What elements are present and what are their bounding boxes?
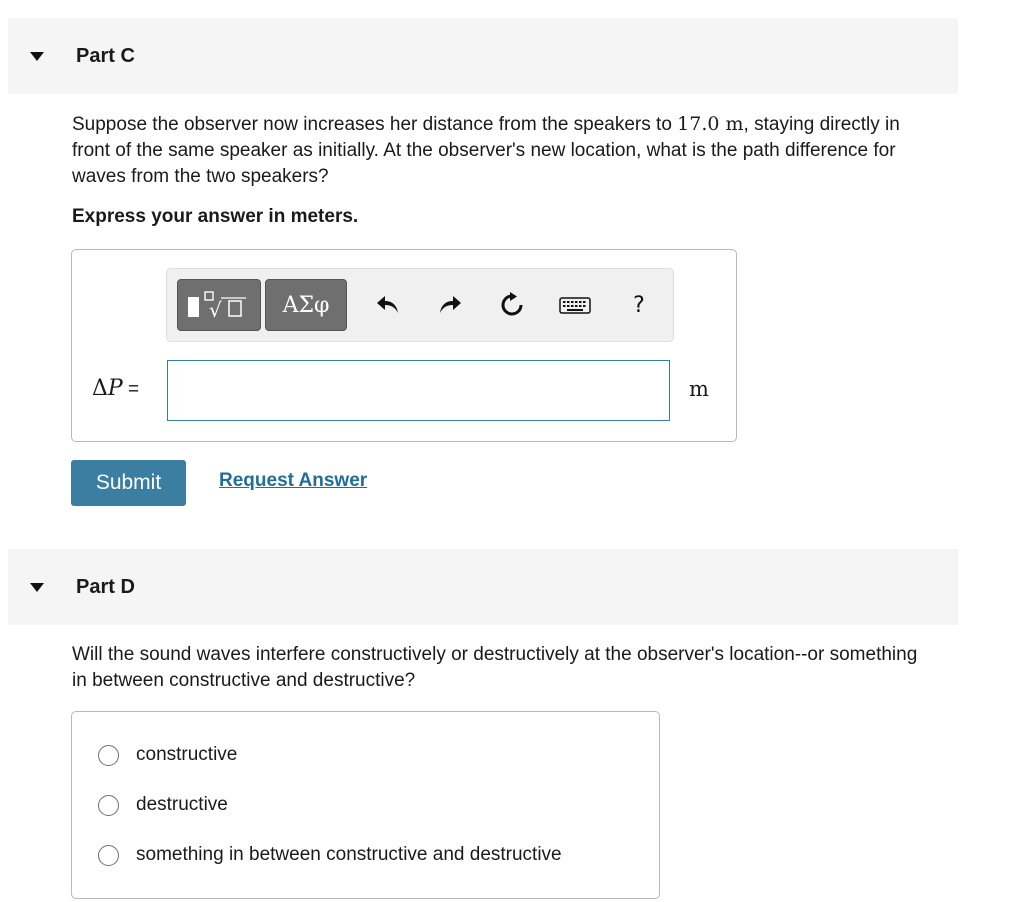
templates-button[interactable] [177, 279, 261, 331]
part-c-header[interactable] [8, 18, 958, 94]
part-d-prompt: Will the sound waves interfere constructively or destructively at the observer's location--or something in between constructive and destructive? [72, 644, 918, 691]
choices-box [71, 711, 660, 899]
redo-icon[interactable] [435, 291, 465, 319]
keyboard-icon[interactable] [557, 291, 593, 319]
answer-label [92, 376, 139, 401]
part-d-title: Part D [76, 575, 135, 598]
reset-icon[interactable] [497, 291, 527, 319]
part-c-instruction: Express your answer in meters. [72, 206, 359, 227]
prompt-distance-value: 17.0 m [677, 113, 744, 135]
choice-label: destructive [136, 794, 228, 815]
math-toolbar [166, 268, 674, 342]
radio-button[interactable] [98, 795, 119, 816]
prompt-text-start: Suppose the observer now increases her distance from the speakers to [72, 114, 678, 135]
choice-in-between[interactable] [98, 844, 562, 866]
request-answer-link[interactable]: Request Answer [219, 470, 368, 491]
prompt-text-end: , staying directly in front of the same speaker as initially. At the observer's new location, what is the path difference for waves from the two speakers? [72, 114, 900, 187]
fraction-sqrt-icon [184, 288, 254, 322]
radio-button[interactable] [98, 745, 119, 766]
radio-button[interactable] [98, 845, 119, 866]
part-c-title: Part C [76, 44, 135, 67]
choice-constructive[interactable] [98, 744, 237, 766]
answer-box [71, 249, 737, 442]
help-button[interactable]: ? [633, 292, 645, 318]
collapse-caret-icon[interactable] [30, 52, 44, 61]
part-c-prompt [72, 111, 932, 190]
collapse-caret-icon[interactable] [30, 583, 44, 592]
equals-sign: = [122, 379, 140, 400]
variable-p: P [107, 376, 123, 401]
choice-label: something in between constructive and destructive [136, 844, 562, 865]
part-d-header[interactable] [8, 549, 958, 625]
submit-button[interactable]: Submit [71, 460, 186, 506]
greek-symbols-button[interactable]: ΑΣφ [265, 279, 347, 331]
delta-symbol: Δ [92, 376, 108, 401]
answer-unit: m [689, 377, 709, 401]
answer-input[interactable] [167, 360, 670, 421]
svg-text:√: √ [209, 298, 222, 322]
choice-label: constructive [136, 744, 238, 765]
undo-icon[interactable] [373, 291, 403, 319]
choice-destructive[interactable] [98, 794, 228, 816]
